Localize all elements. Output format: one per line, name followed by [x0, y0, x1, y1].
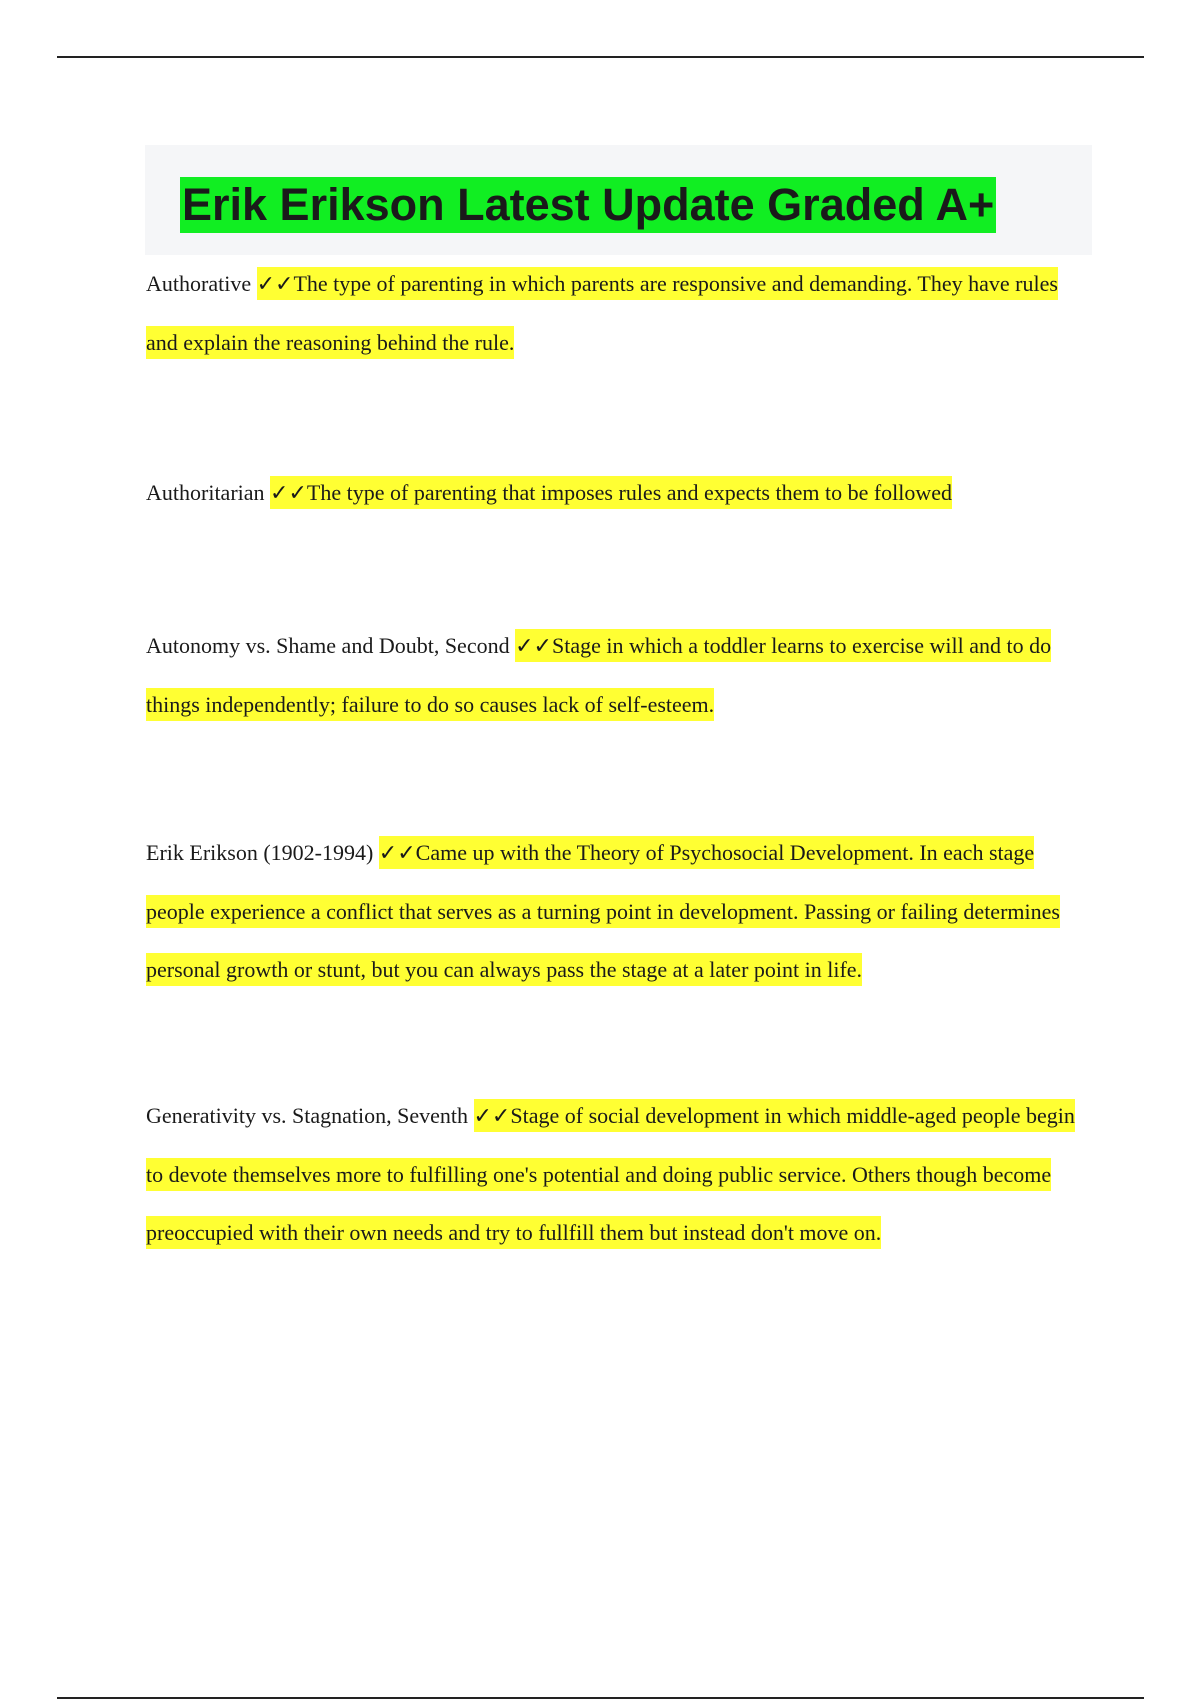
list-item — [146, 464, 1086, 523]
double-check-icon: ✓✓ — [515, 634, 552, 659]
top-rule — [57, 56, 1144, 58]
list-item — [146, 255, 1086, 372]
document-title: Erik Erikson Latest Update Graded A+ — [180, 177, 996, 233]
entry-term: Erik Erikson (1902-1994) — [146, 840, 374, 865]
double-check-icon: ✓✓ — [378, 841, 416, 866]
entry-definition — [270, 476, 952, 509]
entry-definition-text: Stage of social development in which middle-aged people begin to devote themselves more to fulfilling one's potential and doing public service. Others though become preoccupied with their own needs and try to fullfill them but instead don't move on. — [146, 1103, 1075, 1245]
entry-definition-text: The type of parenting that imposes rules and expects them to be followed — [306, 480, 953, 505]
entry-definition-text: Stage in which a toddler learns to exercise will and to do things independently; failure to do so causes lack of self-esteem. — [146, 633, 1052, 717]
entry-definition-text: The type of parenting in which parents are responsive and demanding. They have rules and explain the reasoning behind the rule. — [146, 271, 1058, 355]
double-check-icon: ✓✓ — [473, 1104, 511, 1129]
entry-definition — [146, 267, 1058, 359]
list-item — [146, 1087, 1086, 1262]
double-check-icon: ✓✓ — [256, 272, 294, 297]
entry-definition-text: Came up with the Theory of Psychosocial Development. In each stage people experience a conflict that serves as a turning point in development. Passing or failing determines personal growth or stunt, but you can always pass the stage at a later point in life. — [146, 840, 1060, 982]
entry-term: Autonomy vs. Shame and Doubt, Second — [146, 633, 510, 658]
entry-list — [146, 255, 1086, 1262]
entry-term: Generativity vs. Stagnation, Seventh — [146, 1103, 468, 1128]
list-item — [146, 617, 1086, 734]
entry-term: Authorative — [146, 271, 252, 296]
bottom-rule — [57, 1697, 1144, 1699]
list-item — [146, 824, 1086, 999]
entry-term: Authoritarian — [146, 480, 265, 505]
double-check-icon: ✓✓ — [270, 481, 307, 506]
